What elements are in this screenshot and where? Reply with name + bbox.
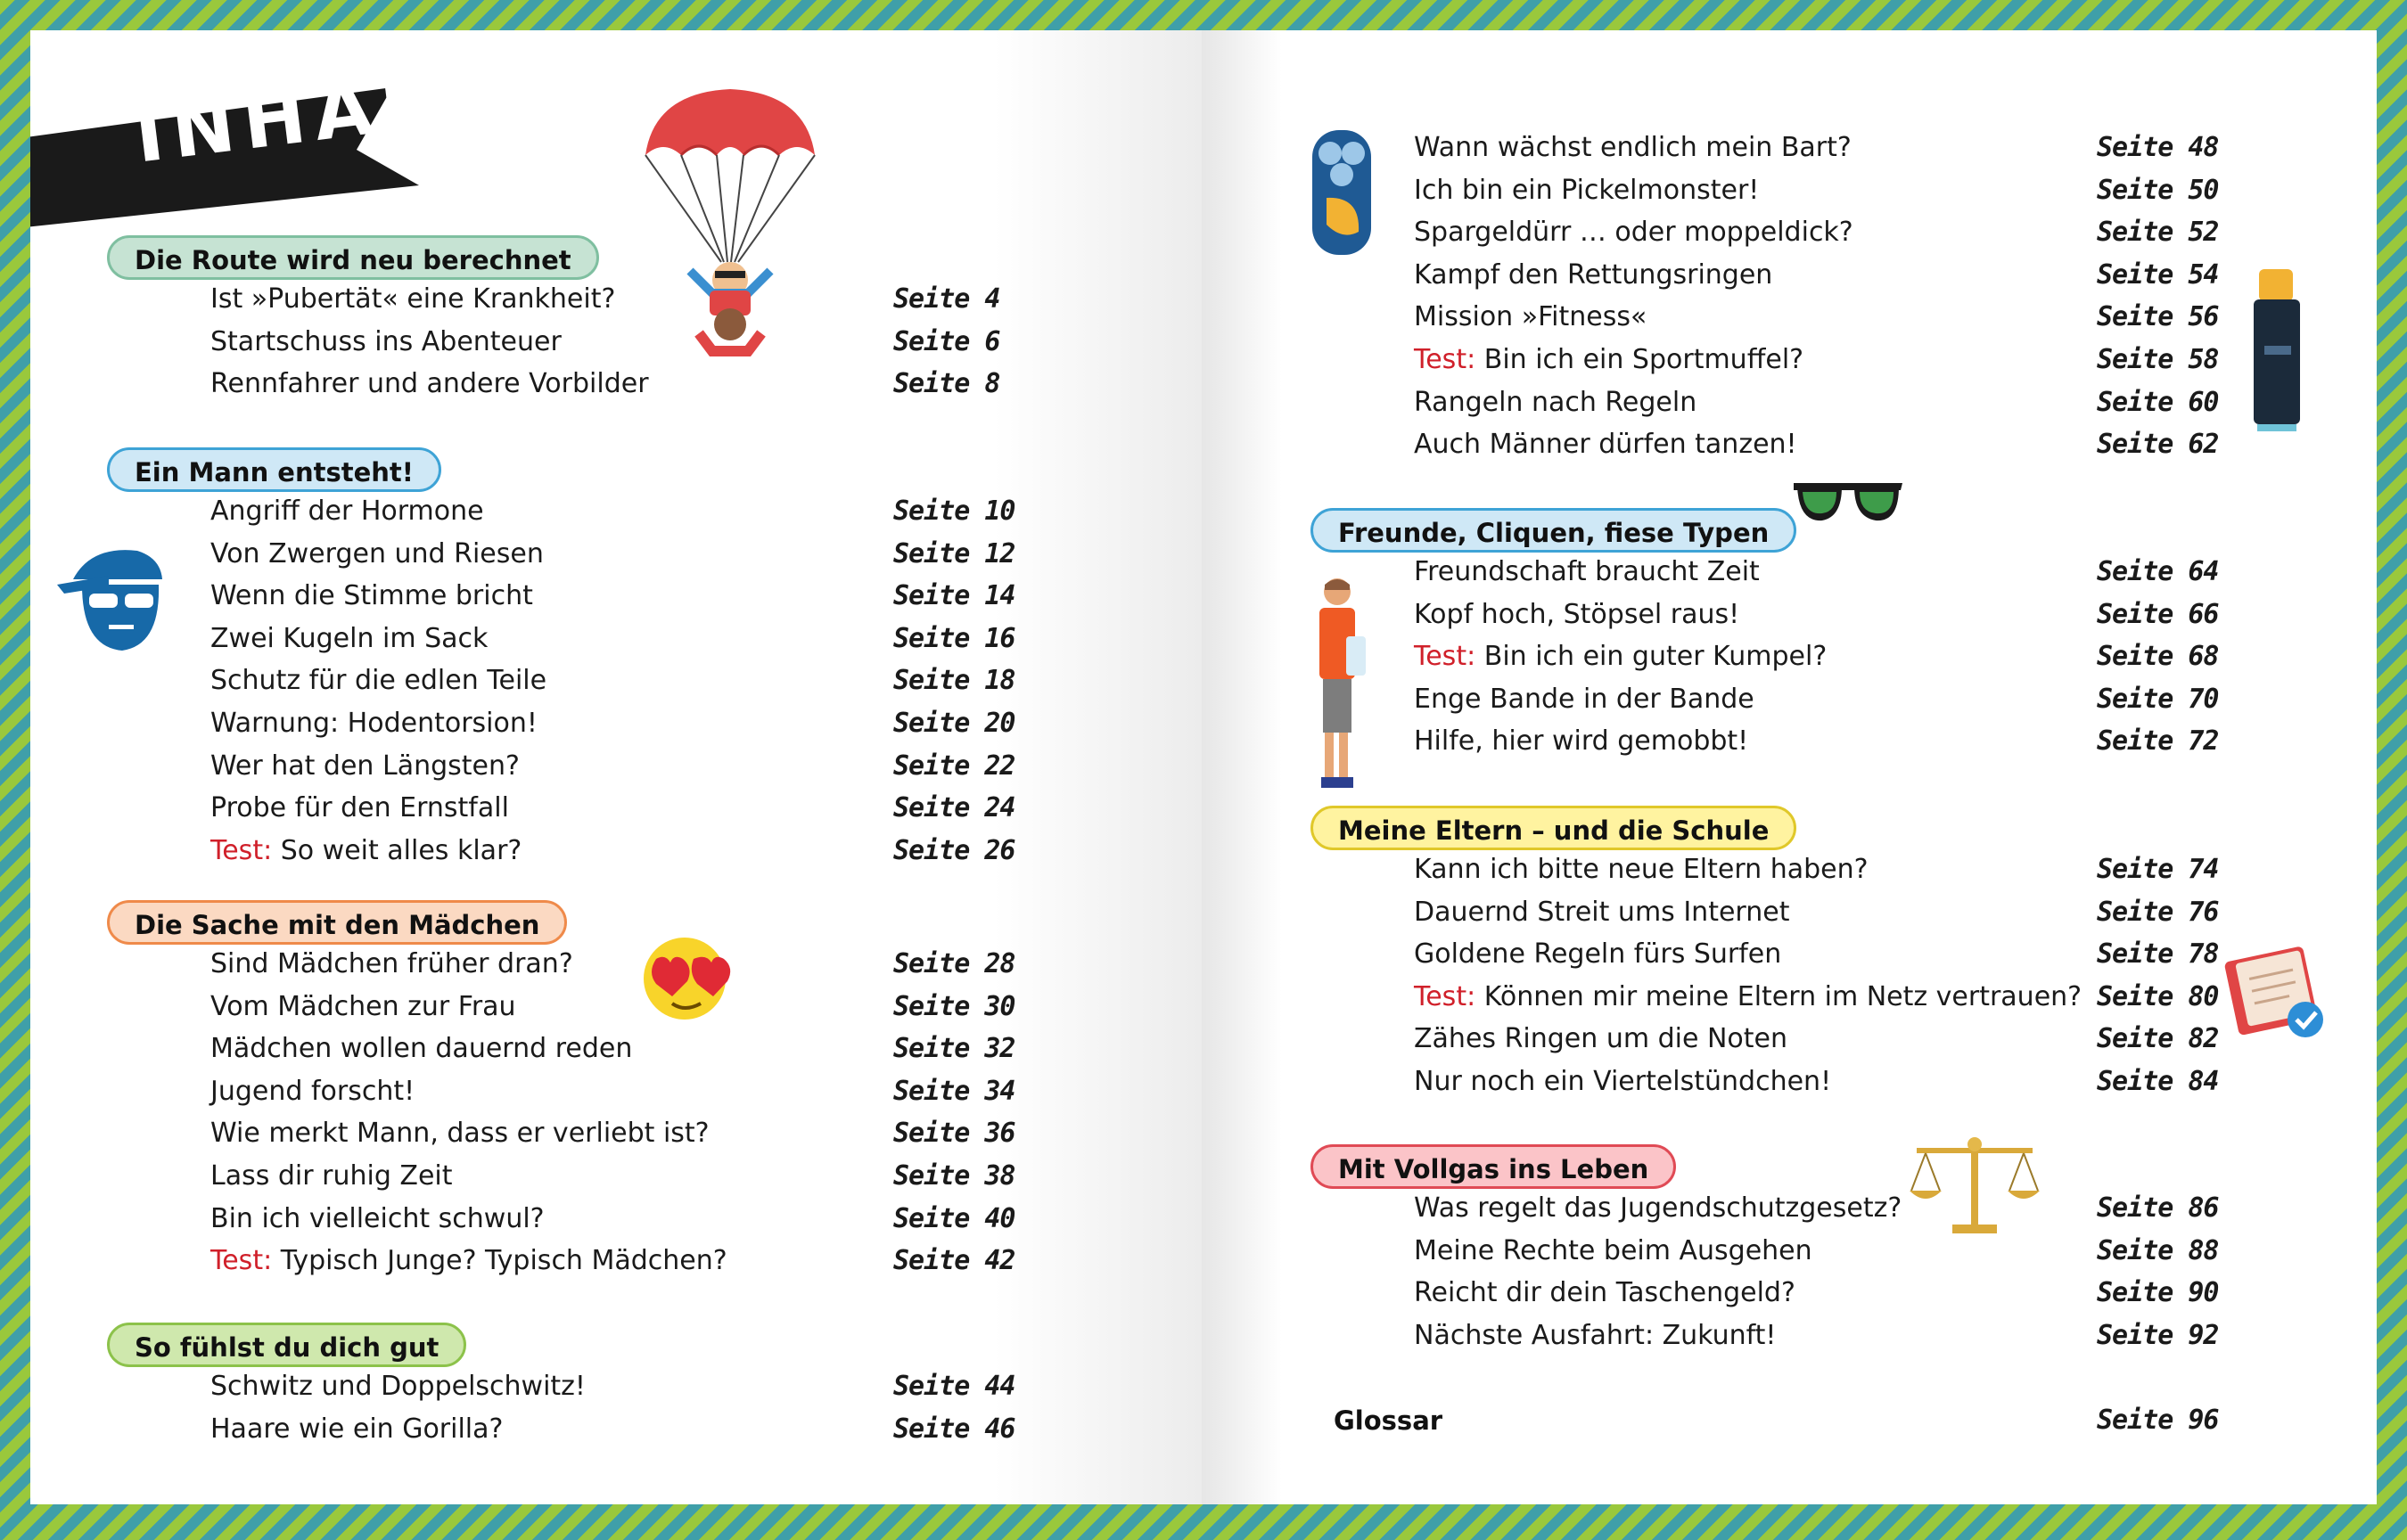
entry-title: Rennfahrer und andere Vorbilder — [210, 368, 649, 400]
entry-title: Kopf hoch, Stöpsel raus! — [1414, 598, 1740, 630]
smiley-heart-glasses-icon — [638, 932, 736, 1021]
entry-title: Wer hat den Längsten? — [210, 750, 520, 782]
section-heading[interactable]: Meine Eltern – und die Schule — [1310, 806, 1796, 850]
section-heading[interactable]: Die Route wird neu berechnet — [107, 235, 599, 280]
toc-entry[interactable] — [1414, 258, 1772, 293]
parachute-icon — [637, 84, 824, 369]
page-number[interactable]: Seite 22 — [893, 750, 1015, 782]
book-checkmark-icon — [2225, 936, 2332, 1043]
toc-entry[interactable] — [1414, 342, 1803, 378]
entry-title: Bin ich vielleicht schwul? — [210, 1202, 545, 1234]
toc-entry[interactable] — [210, 1369, 586, 1405]
entry-title: Was regelt das Jugendschutzgesetz? — [1414, 1192, 1902, 1224]
section-heading[interactable]: So fühlst du dich gut — [107, 1323, 466, 1367]
entry-title: Reicht dir dein Taschengeld? — [1414, 1277, 1795, 1309]
page-number[interactable]: Seite 8 — [893, 368, 1000, 400]
toc-entry[interactable] — [210, 1243, 727, 1279]
page-number[interactable]: Seite 74 — [2097, 854, 2219, 885]
entry-title: Ist »Pubertät« eine Krankheit? — [210, 283, 616, 315]
toc-entry[interactable] — [210, 989, 516, 1025]
entry-title: Typisch Junge? Typisch Mädchen? — [280, 1245, 727, 1277]
page-number[interactable]: Seite 72 — [2097, 725, 2219, 758]
page-number[interactable]: Seite 76 — [2097, 896, 2219, 928]
page-number[interactable]: Seite 48 — [2097, 132, 2219, 163]
toc-entry[interactable] — [1414, 852, 1869, 888]
page-number[interactable]: Seite 90 — [2097, 1277, 2219, 1309]
entry-title: Schwitz und Doppelschwitz! — [210, 1371, 586, 1402]
bearded-man-icon — [55, 540, 171, 656]
page-number[interactable]: Seite 28 — [893, 948, 1015, 979]
toc-entry[interactable] — [1414, 215, 1853, 250]
page-number[interactable]: Seite 64 — [2097, 556, 2219, 587]
section-heading[interactable]: Ein Mann entsteht! — [107, 447, 441, 492]
entry-title: Probe für den Ernstfall — [210, 792, 509, 824]
toc-entry[interactable] — [210, 366, 649, 402]
entry-title: Wenn die Stimme bricht — [210, 580, 533, 612]
scales-icon — [1908, 1132, 2041, 1239]
page-number[interactable]: Seite 82 — [2097, 1023, 2219, 1055]
toc-entry[interactable] — [210, 578, 533, 614]
page-number[interactable]: Seite 10 — [893, 496, 1015, 527]
page-number[interactable]: Seite 50 — [2097, 174, 2219, 206]
section-heading[interactable]: Mit Vollgas ins Leben — [1310, 1144, 1676, 1189]
page-number[interactable]: Seite 24 — [893, 792, 1015, 824]
toc-entry[interactable] — [210, 1159, 453, 1194]
entry-title: Mission »Fitness« — [1414, 301, 1647, 333]
page-number[interactable]: Seite 70 — [2097, 683, 2219, 715]
toc-entry[interactable] — [1414, 1233, 1812, 1269]
toc-entry[interactable] — [1414, 1064, 1831, 1100]
entry-title: Kann ich bitte neue Eltern haben? — [1414, 854, 1869, 885]
page-number[interactable]: Seite 12 — [893, 537, 1015, 569]
test-label: Test: — [210, 834, 273, 866]
entry-title: Wann wächst endlich mein Bart? — [1414, 132, 1852, 163]
entry-title: Ich bin ein Pickelmonster! — [1414, 174, 1760, 206]
test-label: Test: — [1414, 641, 1476, 673]
page-number[interactable]: Seite 80 — [2097, 980, 2219, 1012]
entry-title: Startschuss ins Abenteuer — [210, 325, 562, 357]
toc-entry[interactable] — [210, 663, 546, 699]
entry-title: Sind Mädchen früher dran? — [210, 948, 573, 979]
entry-title: Auch Männer dürfen tanzen! — [1414, 429, 1797, 461]
page-number[interactable]: Seite 78 — [2097, 938, 2219, 971]
toc-entry[interactable] — [1414, 597, 1739, 633]
entry-title: Zwei Kugeln im Sack — [210, 622, 489, 654]
toc-entry[interactable] — [1414, 299, 1647, 335]
page-number[interactable]: Seite 46 — [893, 1413, 1015, 1445]
toc-entry[interactable] — [1414, 979, 2082, 1015]
boy-figure-icon — [1310, 574, 1373, 797]
toc-entry[interactable] — [1414, 639, 1827, 675]
entry-title: Bin ich ein guter Kumpel? — [1483, 641, 1828, 673]
toc-entry[interactable] — [210, 790, 509, 826]
page-number[interactable]: Seite 16 — [893, 622, 1015, 654]
toc-entry[interactable] — [210, 1116, 710, 1151]
entry-title: Können mir meine Eltern im Netz vertrauen? — [1483, 980, 2083, 1012]
toc-entry[interactable] — [210, 494, 484, 529]
entry-title: Dauernd Streit ums Internet — [1414, 896, 1790, 928]
entry-title: Bin ich ein Sportmuffel? — [1483, 344, 1804, 375]
page-number[interactable]: Seite 36 — [893, 1118, 1015, 1150]
entry-title: Spargeldürr … oder moppeldick? — [1414, 217, 1853, 249]
right-page — [1202, 30, 2377, 1504]
toc-entry[interactable] — [210, 537, 544, 572]
entry-title: Wie merkt Mann, dass er verliebt ist? — [210, 1118, 710, 1150]
page-number[interactable]: Seite 32 — [893, 1033, 1015, 1065]
section-heading[interactable]: Freunde, Cliquen, fiese Typen — [1310, 508, 1796, 553]
entry-title: Von Zwergen und Riesen — [210, 537, 544, 569]
sunglasses-icon — [1790, 472, 1906, 535]
toc-entry[interactable] — [1414, 1021, 1787, 1057]
page-number[interactable]: Seite 60 — [2097, 386, 2219, 418]
page-number[interactable]: Seite 88 — [2097, 1234, 2219, 1266]
toc-entry[interactable] — [210, 621, 488, 657]
toc-entry[interactable] — [210, 282, 615, 317]
entry-title: Nur noch ein Viertelstündchen! — [1414, 1066, 1832, 1097]
entry-title: Mädchen wollen dauernd reden — [210, 1033, 633, 1065]
toc-entry[interactable] — [210, 833, 522, 869]
glossar-entry[interactable]: Glossar — [1334, 1405, 1443, 1436]
page-number[interactable]: Seite 4 — [893, 283, 1000, 315]
toc-entry[interactable] — [1414, 895, 1789, 930]
page-number[interactable]: Seite 58 — [2097, 344, 2219, 375]
entry-title: Rangeln nach Regeln — [1414, 386, 1697, 418]
toc-entry[interactable] — [210, 1201, 545, 1237]
page-title: INHALT — [130, 50, 489, 180]
entry-title: Zähes Ringen um die Noten — [1414, 1023, 1787, 1055]
page-number[interactable]: Seite 52 — [2097, 217, 2219, 249]
toc-entry[interactable] — [1414, 937, 1781, 972]
toc-entry[interactable] — [210, 1074, 415, 1110]
page-number[interactable]: Seite 6 — [893, 325, 1000, 357]
toc-entry[interactable] — [210, 706, 538, 741]
toc-entry[interactable] — [1414, 554, 1760, 590]
page-number[interactable]: Seite 62 — [2097, 429, 2219, 461]
toc-entry[interactable] — [1414, 130, 1852, 166]
entry-title: Goldene Regeln fürs Surfen — [1414, 938, 1782, 971]
toc-entry[interactable] — [1414, 1275, 1795, 1311]
toc-entry[interactable] — [1414, 1318, 1776, 1354]
page-number[interactable]: Seite 86 — [2097, 1192, 2219, 1224]
entry-title: Jugend forscht! — [210, 1075, 415, 1107]
page-number[interactable]: Seite 84 — [2097, 1066, 2219, 1097]
toc-entry[interactable] — [210, 1031, 632, 1067]
entry-title: Hilfe, hier wird gemobbt! — [1414, 725, 1749, 758]
page-number[interactable]: Seite 26 — [893, 834, 1015, 866]
entry-title: Enge Bande in der Bande — [1414, 683, 1754, 715]
page-number[interactable]: Seite 20 — [893, 708, 1015, 739]
entry-title: Angriff der Hormone — [210, 496, 484, 527]
entry-title: So weit alles klar? — [280, 834, 522, 866]
toc-entry[interactable] — [210, 1412, 503, 1447]
test-label: Test: — [1414, 344, 1476, 375]
entry-title: Meine Rechte beim Ausgehen — [1414, 1234, 1812, 1266]
page-number[interactable]: Seite 40 — [893, 1202, 1015, 1234]
entry-title: Freundschaft braucht Zeit — [1414, 556, 1760, 587]
page-number[interactable]: Seite 18 — [893, 665, 1015, 697]
test-label: Test: — [210, 1245, 273, 1277]
left-page — [30, 30, 1202, 1504]
toc-entry[interactable] — [210, 946, 573, 982]
deodorant-icon — [2243, 266, 2314, 435]
toc-entry[interactable] — [210, 749, 520, 784]
shaver-icon — [1307, 127, 1378, 260]
page-number[interactable]: Seite 68 — [2097, 641, 2219, 673]
toc-entry[interactable] — [1414, 1191, 1902, 1226]
page-number[interactable]: Seite 42 — [893, 1245, 1015, 1277]
entry-title: Schutz für die edlen Teile — [210, 665, 547, 697]
page-number[interactable]: Seite 54 — [2097, 258, 2219, 291]
entry-title: Nächste Ausfahrt: Zukunft! — [1414, 1319, 1777, 1351]
page-number[interactable]: Seite 44 — [893, 1371, 1015, 1402]
page-number[interactable]: Seite 92 — [2097, 1319, 2219, 1351]
section-heading[interactable]: Die Sache mit den Mädchen — [107, 900, 567, 945]
toc-entry[interactable] — [1414, 724, 1748, 759]
entry-title: Haare wie ein Gorilla? — [210, 1413, 504, 1445]
page-number[interactable]: Seite 56 — [2097, 301, 2219, 333]
toc-entry[interactable] — [1414, 427, 1797, 463]
page-number[interactable]: Seite 30 — [893, 990, 1015, 1022]
page-number[interactable]: Seite 14 — [893, 580, 1015, 612]
page-number[interactable]: Seite 66 — [2097, 598, 2219, 630]
toc-entry[interactable] — [1414, 682, 1754, 717]
page-number[interactable]: Seite 96 — [2097, 1405, 2219, 1436]
toc-entry[interactable] — [1414, 385, 1696, 421]
entry-title: Warnung: Hodentorsion! — [210, 708, 538, 739]
page-number[interactable]: Seite 38 — [893, 1160, 1015, 1192]
test-label: Test: — [1414, 980, 1476, 1012]
page-number[interactable]: Seite 34 — [893, 1075, 1015, 1107]
toc-entry[interactable] — [210, 324, 562, 360]
entry-title: Vom Mädchen zur Frau — [210, 990, 516, 1022]
entry-title: Kampf den Rettungsringen — [1414, 258, 1773, 291]
entry-title: Lass dir ruhig Zeit — [210, 1160, 453, 1192]
toc-entry[interactable] — [1414, 173, 1759, 209]
